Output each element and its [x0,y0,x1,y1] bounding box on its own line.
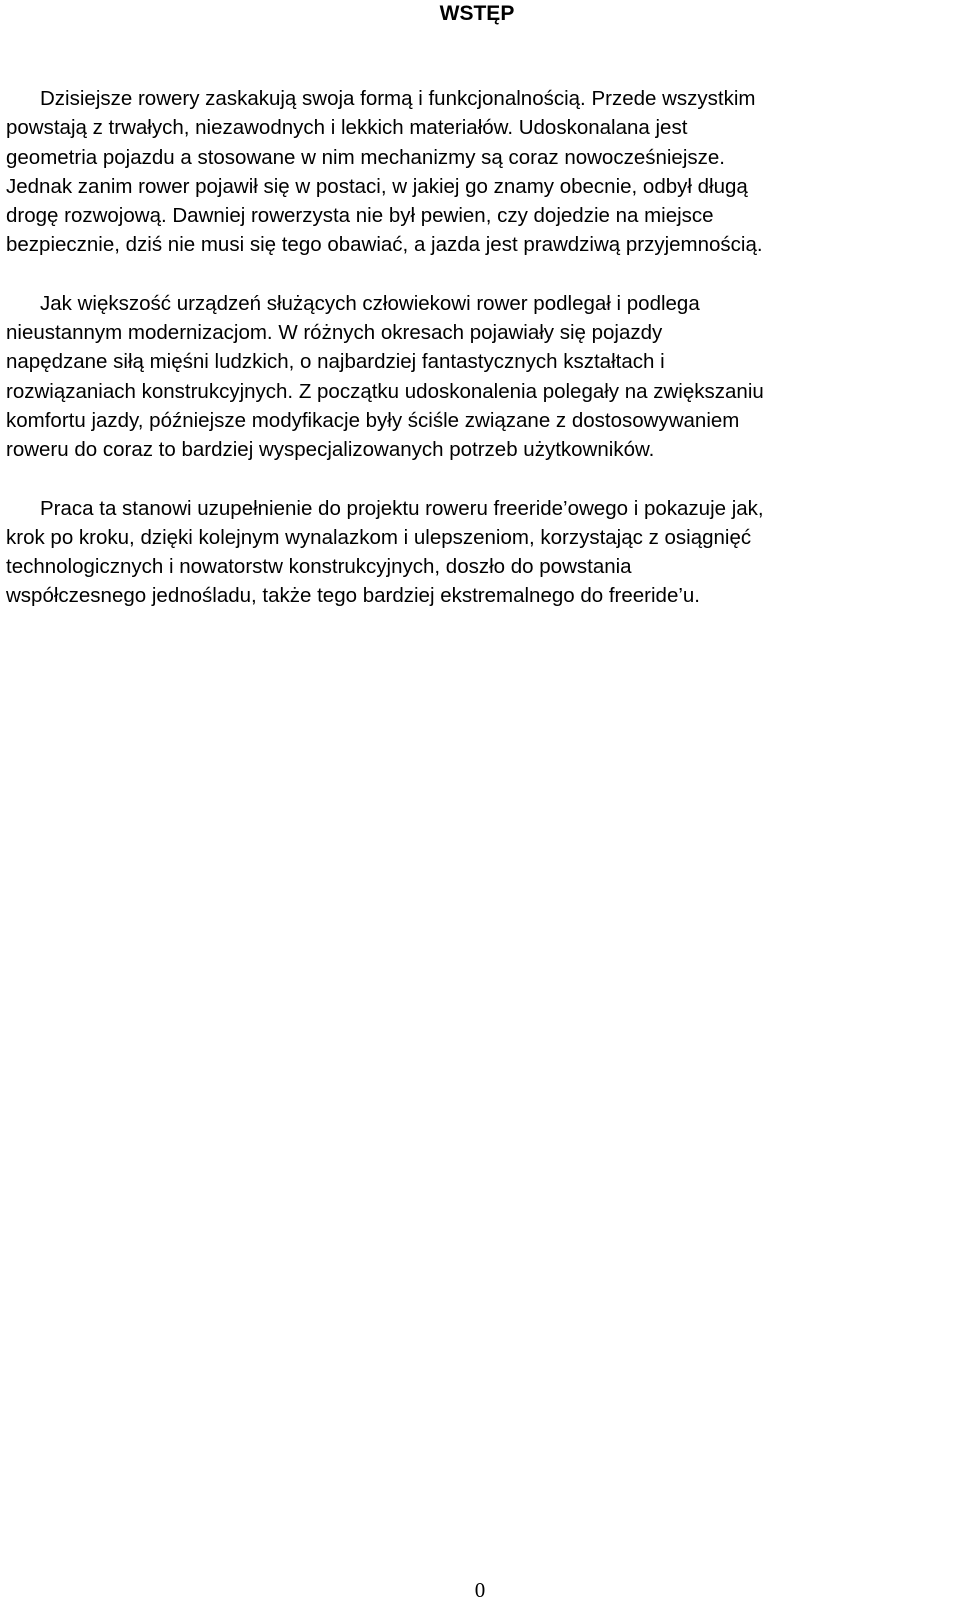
paragraph-line: krok po kroku, dzięki kolejnym wynalazkom i ulepszeniom, korzystając z osiągnięć [6,525,752,549]
paragraph-line: Dzisiejsze rowery zaskakują swoja formą i funkcjonalnością. Przede wszystkim [40,87,756,110]
page-number: 0 [474,1578,486,1602]
paragraph-line: drogę rozwojową. Dawniej rowerzysta nie był pewien, czy dojedzie na miejsce [6,204,714,228]
paragraph-line: współczesnego jednośladu, także tego bardziej ekstremalnego do freeride’u. [6,584,701,608]
paragraph-line: komfortu jazdy, późniejsze modyfikacje były ściśle związane z dostosowywaniem [6,408,740,432]
paragraph-line: napędzane siłą mięśni ludzkich, o najbardziej fantastycznych kształtach i [6,350,665,374]
paragraph-line: bezpiecznie, dziś nie musi się tego obawiać, a jazda jest prawdziwą przyjemnością. [6,233,763,257]
paragraph-line: geometria pojazdu a stosowane w nim mechanizmy są coraz nowocześniejsze. [6,145,725,169]
paragraph-line: roweru do coraz to bardziej wyspecjalizowanych potrzeb użytkowników. [6,438,655,462]
paragraph-line: Jak większość urządzeń służących człowiekowi rower podlegał i podlega [40,291,700,315]
page-title: WSTĘP [439,2,515,25]
paragraph-3 [6,494,948,611]
paragraph-1 [6,84,948,260]
paragraph-line: technologicznych i nowatorstw konstrukcyjnych, doszło do powstania [6,555,632,579]
paragraph-line: rozwiązaniach konstrukcyjnych. Z początku udoskonalenia polegały na zwiększaniu [6,379,764,403]
paragraph-line: powstają z trwałych, niezawodnych i lekkich materiałów. Udoskonalana jest [6,116,688,140]
paragraph-2 [6,289,948,465]
paragraph-line: nieustannym modernizacjom. W różnych okresach pojawiały się pojazdy [6,321,663,345]
paragraph-line: Jednak zanim rower pojawił się w postaci, w jakiej go znamy obecnie, odbył długą [6,174,748,198]
paragraph-line: Praca ta stanowi uzupełnienie do projektu roweru freeride’owego i pokazuje jak, [40,496,764,520]
